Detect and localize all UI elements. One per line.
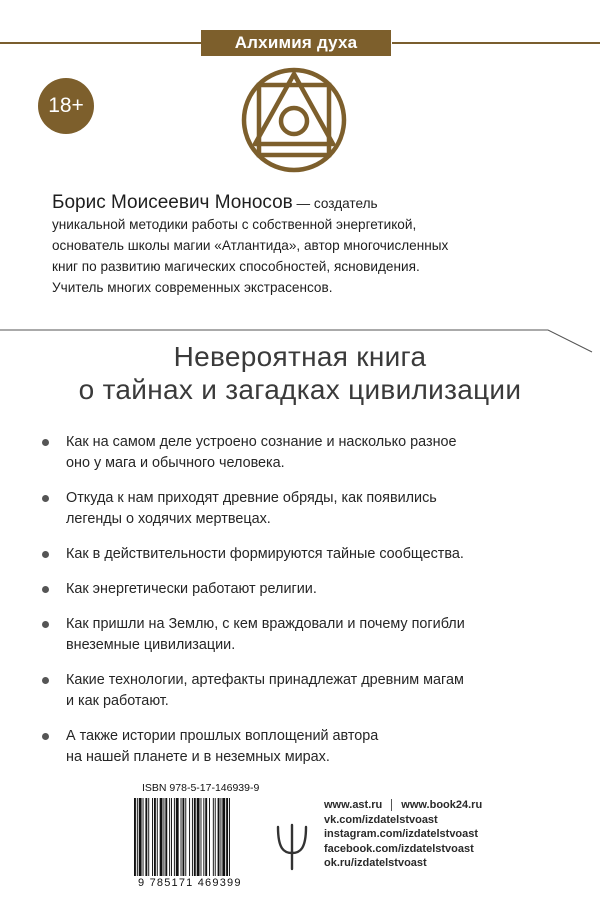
headline-line: о тайнах и загадках цивилизации — [78, 374, 522, 405]
barcode-bar — [134, 798, 136, 876]
list-item-line: внеземные цивилизации. — [66, 637, 236, 653]
barcode-bar — [226, 798, 228, 876]
barcode-bar — [152, 798, 153, 876]
headline-line: Невероятная книга — [173, 341, 427, 372]
barcode-bar — [145, 798, 147, 876]
barcode-bar — [157, 798, 158, 876]
list-item — [40, 726, 570, 768]
author-bio-line: основатель школы магии «Атлантида», автор многочисленных — [52, 238, 449, 253]
list-item-line: Откуда к нам приходят древние обряды, как появились — [66, 490, 437, 506]
bullet-dot-icon — [42, 586, 49, 593]
barcode-bar — [209, 798, 210, 876]
series-label: Алхимия духа — [201, 30, 391, 56]
link-facebook[interactable]: facebook.com/izdatelstvoast — [324, 842, 474, 855]
author-bio — [52, 192, 572, 298]
barcode-bar — [215, 798, 216, 876]
barcode-bar — [218, 798, 220, 876]
bullet-dot-icon — [42, 733, 49, 740]
barcode-bar — [160, 798, 163, 876]
barcode-bar — [174, 798, 175, 876]
bullet-list — [40, 432, 570, 768]
barcode-bar — [189, 798, 190, 876]
barcode-bar — [143, 798, 144, 876]
author-name: Борис Моисеевич Моносов — [52, 192, 293, 213]
barcode-bar — [137, 798, 138, 876]
bullet-dot-icon — [42, 621, 49, 628]
list-item-line: Как пришли на Землю, с кем враждовали и почему погибли — [66, 616, 465, 632]
headline — [0, 340, 600, 406]
list-item — [40, 544, 570, 565]
list-item-line: Как энергетически работают религии. — [66, 581, 317, 597]
age-rating-badge: 18+ — [38, 78, 94, 134]
barcode-bar — [169, 798, 170, 876]
list-item-line: Как на самом деле устроено сознание и насколько разное — [66, 434, 457, 450]
barcode-bar — [220, 798, 221, 876]
header-rule-right — [392, 42, 600, 44]
barcode-bar — [192, 798, 193, 876]
barcode-bar — [205, 798, 207, 876]
publisher-links — [324, 798, 564, 871]
publisher-logo-icon — [272, 823, 312, 871]
link-vk[interactable]: vk.com/izdatelstvoast — [324, 813, 438, 826]
author-bio-line: — создатель — [292, 196, 378, 211]
isbn-label: ISBN 978-5-17-146939-9 — [142, 782, 260, 794]
list-item-line: легенды о ходячих мертвецах. — [66, 511, 271, 527]
author-bio-line: уникальной методики работы с собственной энергетикой, — [52, 217, 417, 232]
bullet-dot-icon — [42, 551, 49, 558]
barcode-digits: 9 785171 469399 — [138, 877, 242, 889]
barcode-bar — [148, 798, 149, 876]
barcode-bar — [182, 798, 184, 876]
list-item-line: оно у мага и обычного человека. — [66, 455, 285, 471]
barcode-bar — [181, 798, 182, 876]
bullet-dot-icon — [42, 495, 49, 502]
barcode-bar — [176, 798, 179, 876]
link-separator — [391, 799, 392, 811]
barcode-bar — [229, 798, 230, 876]
barcode-bar — [185, 798, 186, 876]
barcode-bar — [171, 798, 172, 876]
barcode-bar — [213, 798, 214, 876]
link-ast[interactable]: www.ast.ru — [324, 799, 383, 811]
barcode-bar — [222, 798, 225, 876]
alchemy-emblem-icon — [240, 66, 348, 174]
author-bio-line: Учитель многих современных экстрасенсов. — [52, 280, 333, 295]
barcode-bar — [139, 798, 142, 876]
barcode-bar — [203, 798, 204, 876]
link-book24[interactable]: www.book24.ru — [401, 799, 483, 811]
link-ok[interactable]: ok.ru/izdatelstvoast — [324, 857, 427, 869]
list-item — [40, 432, 570, 474]
list-item-line: А также истории прошлых воплощений автора — [66, 728, 379, 744]
list-item — [40, 579, 570, 600]
barcode-bar — [194, 798, 196, 876]
list-item-line: Как в действительности формируются тайные сообщества. — [66, 546, 464, 562]
link-instagram[interactable]: instagram.com/izdatelstvoast — [324, 828, 479, 840]
list-item-line: Какие технологии, артефакты принадлежат древним магам — [66, 672, 464, 688]
barcode-bar — [201, 798, 202, 876]
list-item — [40, 488, 570, 530]
barcode-bar — [165, 798, 167, 876]
list-item-line: на нашей планете и в неземных мирах. — [66, 749, 330, 765]
author-bio-line: книг по развитию магических способностей, ясновидения. — [52, 259, 420, 274]
barcode-bar — [197, 798, 200, 876]
header-rule-left — [0, 42, 202, 44]
barcode-bar — [163, 798, 164, 876]
bullet-dot-icon — [42, 677, 49, 684]
barcode-bar — [154, 798, 156, 876]
list-item — [40, 614, 570, 656]
list-item-line: и как работают. — [66, 693, 169, 709]
barcode — [134, 798, 262, 878]
list-item — [40, 670, 570, 712]
bullet-dot-icon — [42, 439, 49, 446]
